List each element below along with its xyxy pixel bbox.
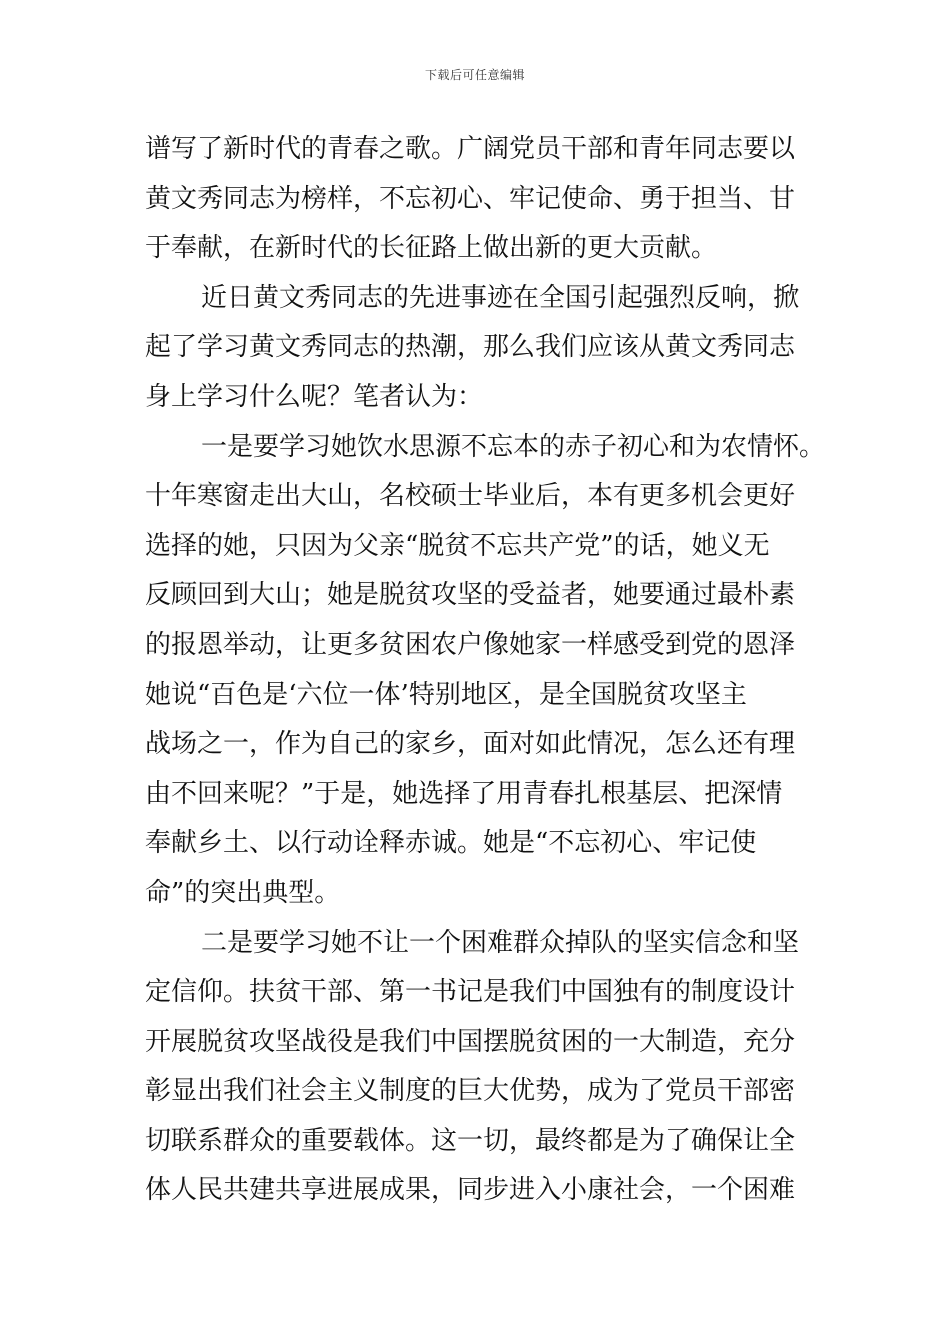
text-line: 体人民共建共享进展成果，同步进入小康社会，一个困难 <box>145 1175 796 1206</box>
text-line: 战场之一，作为自己的家乡，面对如此情况，怎么还有理 <box>145 729 796 760</box>
text-line: 二是要学习她不让一个困难群众掉队的坚实信念和坚 <box>201 927 800 958</box>
document-body <box>145 125 826 1216</box>
text-line: 她说“百色是‘六位一体’特别地区，是全国脱贫攻坚主 <box>145 679 747 710</box>
text-line: 黄文秀同志为榜样，不忘初心、牢记使命、勇于担当、甘 <box>145 183 796 214</box>
text-line: 的报恩举动，让更多贫困农户像她家一样感受到党的恩泽 <box>145 629 796 660</box>
text-line: 命”的突出典型。 <box>145 877 341 908</box>
text-line: 反顾回到大山；她是脱贫攻坚的受益者，她要通过最朴素 <box>145 580 796 611</box>
text-line: 定信仰。扶贫干部、第一书记是我们中国独有的制度设计 <box>145 977 796 1008</box>
text-line: 彰显出我们社会主义制度的巨大优势，成为了党员干部密 <box>145 1076 796 1107</box>
text-line: 一是要学习她饮水思源不忘本的赤子初心和为农情怀。 <box>201 431 826 462</box>
text-line: 选择的她，只因为父亲“脱贫不忘共产党”的话，她义无 <box>145 530 770 561</box>
text-line: 十年寒窗走出大山，名校硕士毕业后，本有更多机会更好 <box>145 481 796 512</box>
text-line: 近日黄文秀同志的先进事迹在全国引起强烈反响，掀 <box>201 282 800 313</box>
paragraph <box>145 423 826 919</box>
text-line: 奉献乡土、以行动诠释赤诚。她是“不忘初心、牢记使 <box>145 828 757 859</box>
text-line: 谱写了新时代的青春之歌。广阔党员干部和青年同志要以 <box>145 134 796 164</box>
text-line: 身上学习什么呢？笔者认为： <box>145 381 484 412</box>
text-line: 于奉献，在新时代的长征路上做出新的更大贡献。 <box>145 233 718 264</box>
text-line: 切联系群众的重要载体。这一切，最终都是为了确保让全 <box>145 1125 796 1156</box>
text-line: 开展脱贫攻坚战役是我们中国摆脱贫困的一大制造，充分 <box>145 1026 796 1057</box>
text-line: 起了学习黄文秀同志的热潮，那么我们应该从黄文秀同志 <box>145 332 796 363</box>
text-line: 由不回来呢？”于是，她选择了用青春扎根基层、把深情 <box>145 778 783 809</box>
page-header: 下载后可任意编辑 <box>424 68 525 82</box>
paragraph <box>145 919 813 1217</box>
paragraph <box>145 274 813 423</box>
paragraph <box>145 125 813 274</box>
